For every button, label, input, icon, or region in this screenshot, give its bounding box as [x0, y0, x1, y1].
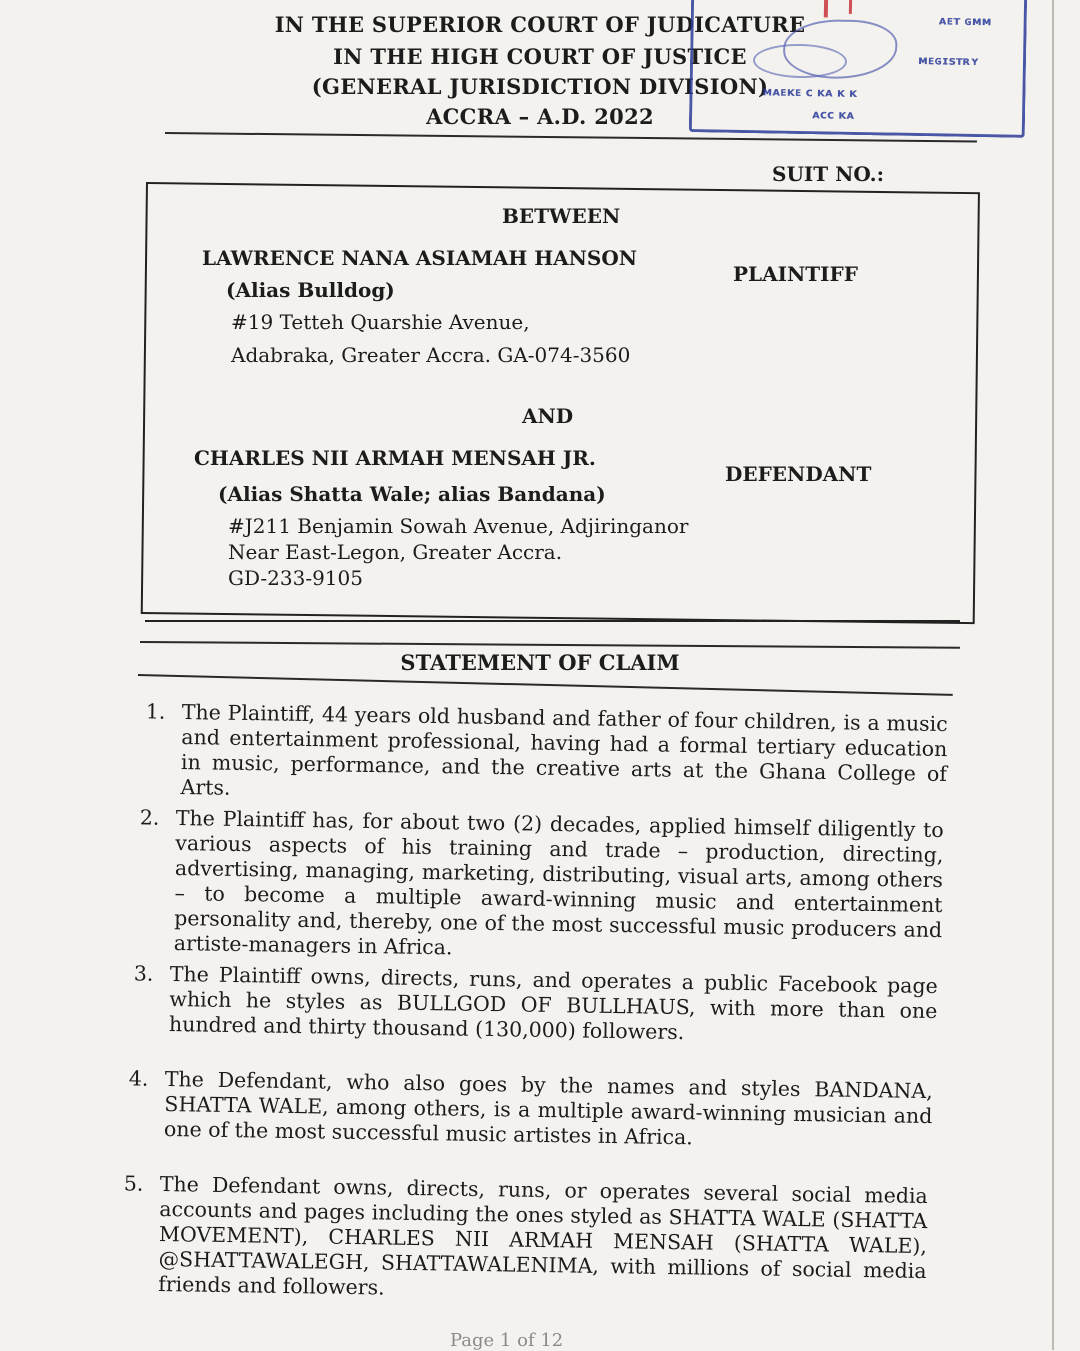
signature-scribble: [753, 43, 848, 79]
defendant-address-line-3: GD-233-9105: [228, 566, 363, 590]
page-footer: Page 1 of 12: [450, 1330, 564, 1351]
plaintiff-name: LAWRENCE NANA ASIAMAH HANSON: [202, 246, 638, 270]
between-label: BETWEEN: [502, 204, 621, 228]
plaintiff-alias: (Alias Bulldog): [226, 278, 395, 302]
paragraph-number: 1.: [145, 699, 166, 724]
court-stamp: ᴀᴇᴛ ɢᴍᴍ ᴍᴇɢɪsᴛʀʏ ᴍᴀᴇᴋᴇ ᴄ ᴋᴀ ᴋ ᴋ ᴀᴄᴄ ᴋᴀ: [689, 0, 1027, 138]
defendant-alias: (Alias Shatta Wale; alias Bandana): [218, 482, 606, 506]
claim-paragraph: [123, 1171, 928, 1309]
paragraph-text: The Plaintiff has, for about two (2) decades, applied himself diligently to various aspects of his training and trade – production, directing, advertising, managing, marketing, distributing, visual arts, among others – to become a multiple award-winning music and entertainment personality and, thereby, one of the most successful music producers and artiste-managers in Africa.: [173, 806, 944, 960]
stamp-red-mark: [824, 0, 828, 17]
claim-paragraph: [139, 805, 944, 968]
high-court-heading: IN THE HIGH COURT OF JUSTICE: [333, 44, 747, 69]
division-heading: (GENERAL JURISDICTION DIVISION): [311, 74, 769, 99]
title-top-rule: [140, 641, 960, 649]
parties-box-bottom-rule: [145, 620, 960, 622]
court-heading: IN THE SUPERIOR COURT OF JUDICATURE: [274, 12, 806, 37]
statement-of-claim-title: STATEMENT OF CLAIM: [400, 650, 680, 675]
claim-paragraph: [128, 1066, 933, 1154]
paragraph-number: 5.: [123, 1171, 144, 1196]
suit-number-label: SUIT NO.:: [772, 162, 884, 186]
plaintiff-address-line-2: Adabraka, Greater Accra. GA-074-3560: [231, 343, 631, 367]
defendant-address-line-2: Near East-Legon, Greater Accra.: [228, 540, 563, 564]
title-bottom-rule: [138, 674, 953, 696]
plaintiff-role: PLAINTIFF: [733, 262, 858, 286]
place-year-heading: ACCRA – A.D. 2022: [426, 104, 654, 129]
paragraph-text: The Defendant, who also goes by the names and styles BANDANA, SHATTA WALE, among others, is a multiple award-winning musician and one of the most successful music artistes in Africa.: [163, 1067, 933, 1150]
defendant-role: DEFENDANT: [725, 462, 872, 486]
defendant-name: CHARLES NII ARMAH MENSAH JR.: [194, 446, 596, 470]
and-label: AND: [522, 404, 574, 428]
paragraph-text: The Plaintiff, 44 years old husband and father of four children, is a music and entertainment professional, having had a formal tertiary education in music, performance, and the creative arts at the Ghana College of Arts.: [180, 700, 948, 800]
claim-paragraph: [145, 699, 948, 812]
page-edge: [1052, 0, 1054, 1350]
paragraph-number: 4.: [128, 1066, 149, 1091]
paragraph-number: 2.: [139, 805, 160, 830]
paragraph-text: The Defendant owns, directs, runs, or operates several social media accounts and pages including the ones styled as SHATTA WALE (SHATTA MOVEMENT), CHARLES NII ARMAH MENSAH (SHATTA WALE), @SHATTAWALEGH, SHATTAWALENIMA, with millions of social media friends and followers.: [158, 1172, 928, 1300]
claim-paragraph: [133, 961, 938, 1049]
defendant-address-line-1: #J211 Benjamin Sowah Avenue, Adjiringanor: [228, 514, 689, 538]
paragraph-number: 3.: [133, 961, 154, 986]
plaintiff-address-line-1: #19 Tetteh Quarshie Avenue,: [231, 310, 530, 334]
paragraph-text: The Plaintiff owns, directs, runs, and operates a public Facebook page which he styles as BULLGOD OF BULLHAUS, with more than one hundred and thirty thousand (130,000) followers.: [168, 962, 938, 1045]
stamp-red-mark: [849, 0, 852, 14]
